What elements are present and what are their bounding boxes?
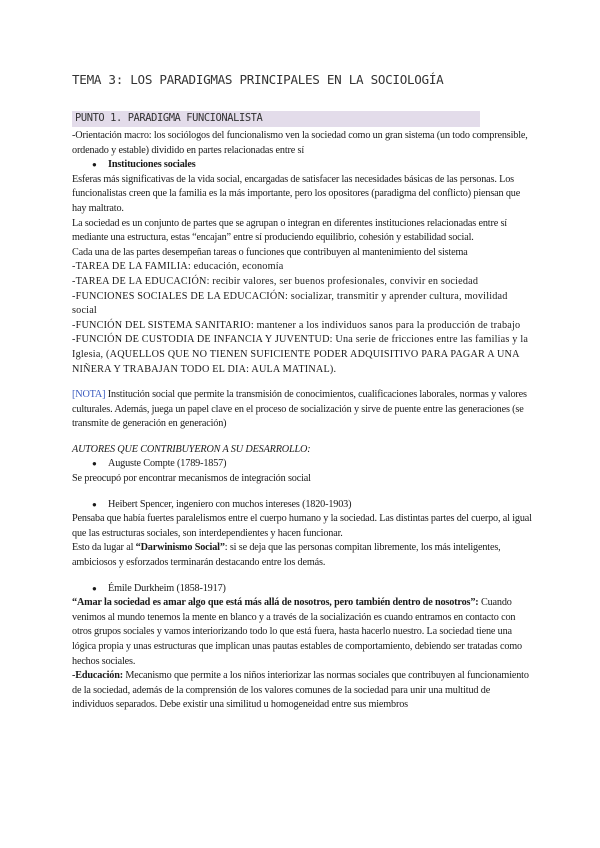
autores-heading: AUTORES QUE CONTRIBUYERON A SU DESARROLLO: <box>72 443 311 455</box>
darwinismo-pre: Esto da lugar al <box>72 542 136 554</box>
educacion-paragraph <box>72 669 532 713</box>
task-custodia: -FUNCIÓN DE CUSTODIA DE INFANCIA Y JUVENTUD: Una serie de fricciones entre las familias y la Iglesia, (AQUELLOS QUE NO TIENEN SUFICIENTE PODER ADQUISITIVO PARA PAGAR A UNA NIÑERA Y TRABAJAN TODO EL DIA: AULA MATINAL). <box>72 334 529 375</box>
document-body <box>72 129 532 713</box>
note-tag: [NOTA] <box>72 389 106 401</box>
bullet-instituciones <box>72 158 532 173</box>
durkheim-text <box>72 596 532 669</box>
bullet-spencer <box>72 498 532 513</box>
task-familia: -TAREA DE LA FAMILIA: educación, economía <box>72 261 284 273</box>
spencer-darwinismo <box>72 541 532 570</box>
educacion-text: Mecanismo que permite a los niños interiorizar las normas sociales que contribuyen al funcionamiento de la sociedad, además de la comprensión de los valores comunes de la sociedad para unir una multitud de individuos separados. Debe existir una similitud u homogeneidad entre sus miembros <box>72 670 529 711</box>
paragraph-sociedad: La sociedad es un conjunto de partes que se agrupan o integran en diferentes instituciones relacionadas entre sí mediante una estructura, estas “encajan” entre sí produciendo equilibrio, cohesión y estabilidad social. <box>72 217 507 244</box>
paragraph-esferas: Esferas más significativas de la vida social, encargadas de satisfacer las necesidades básicas de las personas. Los funcionalistas creen que la familia es la más importante, pero los opositores (paradigma del conflicto) piensan que hay maltrato. <box>72 173 521 214</box>
page-title: TEMA 3: LOS PARADIGMAS PRINCIPALES EN LA SOCIOLOGÍA <box>72 72 444 87</box>
educacion-label: -Educación: <box>72 670 123 682</box>
spencer-text: Pensaba que había fuertes paralelismos entre el cuerpo humano y la sociedad. Las distintas partes del cuerpo, al igual que las estructuras sociales, son interdependientes y hacen funcionar. <box>72 513 532 539</box>
task-sistema-sanitario: -FUNCIÓN DEL SISTEMA SANITARIO: mantener a los individuos sanos para la producción de trabajo <box>72 319 521 331</box>
task-educacion: -TAREA DE LA EDUCACIÓN: recibir valores, ser buenos profesionales, convivir en sociedad <box>72 275 479 287</box>
note-paragraph <box>72 388 532 432</box>
paragraph-partes: Cada una de las partes desempeñan tareas o funciones que contribuyen al mantenimiento del sistema <box>72 246 468 258</box>
bullet-label: Instituciones sociales <box>108 159 196 171</box>
compte-text: Se preocupó por encontrar mecanismos de integración social <box>72 473 311 485</box>
author-name: Émile Durkheim (1858-1917) <box>108 582 226 594</box>
darwinismo-post: : si se deja que las personas compitan libremente, los más inteligentes, ambiciosos y esforzados terminarán destacando entre los demás. <box>72 542 501 569</box>
bullet-compte <box>72 457 532 472</box>
bullet-durkheim <box>72 582 532 597</box>
section-title: PUNTO 1. PARADIGMA FUNCIONALISTA <box>75 112 263 124</box>
task-funciones-educacion: -FUNCIONES SOCIALES DE LA EDUCACIÓN: socializar, transmitir y aprender cultura, movilidad social <box>72 290 508 317</box>
note-text: Institución social que permite la transmisión de conocimientos, cualificaciones laborales, normas y valores culturales. Además, juega un papel clave en el proceso de socialización y sirve de puente entre las generaciones (se transmite de generación en generación) <box>72 389 527 430</box>
darwinismo-term: “Darwinismo Social” <box>135 542 225 554</box>
durkheim-quote: “Amar la sociedad es amar algo que está más allá de nosotros, pero también dentro de nosotros”: <box>72 597 479 609</box>
author-name: Heibert Spencer, ingeniero con muchos intereses (1820-1903) <box>108 498 352 510</box>
durkheim-body: Cuando venimos al mundo tenemos la mente en blanco y a través de la socialización es cuando entramos en contacto con otros grupos sociales y vamos interiorizando todo lo que está fuera, hasta hacerlo nuestro. La sociedad tiene una lógica propia y unas estructuras que implican unas pautas estables de comportamiento, debiendo ser tratadas como hechos sociales. <box>72 597 522 667</box>
paragraph-orientation: -Orientación macro: los sociólogos del funcionalismo ven la sociedad como un gran sistema (un todo comprensible, ordenado y estable) dividido en partes relacionadas entre sí <box>72 130 528 156</box>
author-name: Auguste Compte (1789-1857) <box>108 458 227 470</box>
